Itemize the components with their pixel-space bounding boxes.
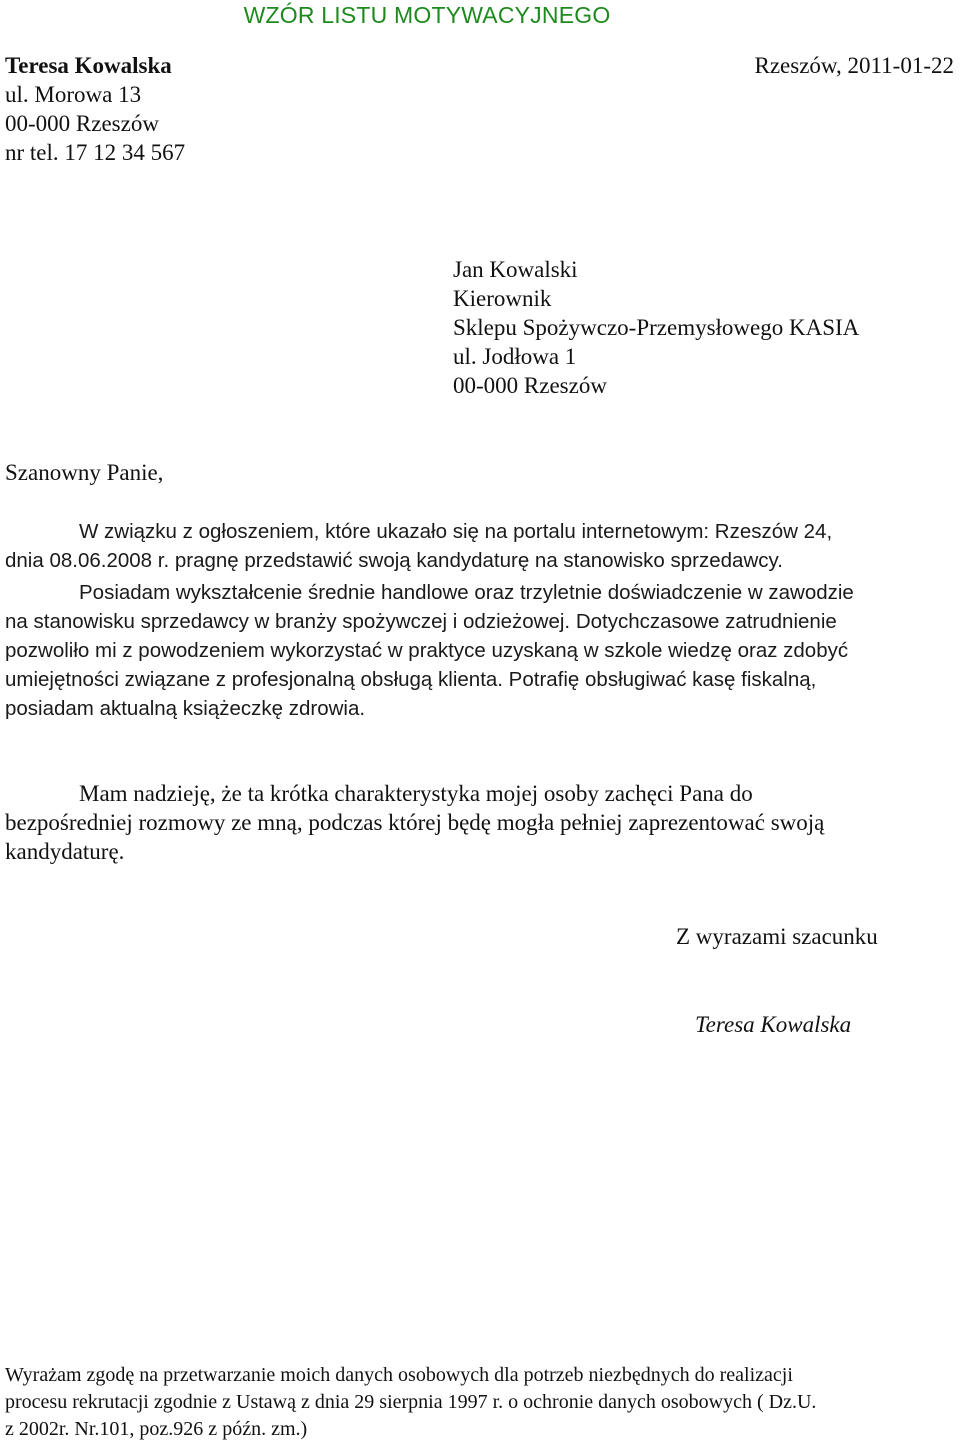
- letter-date: Rzeszów, 2011-01-22: [754, 53, 954, 78]
- paragraph-application: [5, 517, 960, 575]
- sender-phone: nr tel. 17 12 34 567: [5, 140, 186, 165]
- recipient-position: Kierownik: [453, 286, 552, 311]
- paragraph-line: kandydaturę.: [5, 839, 125, 864]
- greeting: Szanowny Panie,: [5, 460, 164, 485]
- consent-line: z 2002r. Nr.101, poz.926 z późn. zm.): [5, 1418, 308, 1440]
- document-title: WZÓR LISTU MOTYWACYJNEGO: [243, 2, 611, 28]
- sender-street: ul. Morowa 13: [5, 82, 142, 107]
- paragraph-line: pozwoliło mi z powodzeniem wykorzystać w praktyce uzyskaną w szkole wiedzę oraz zdobyć: [5, 639, 849, 662]
- paragraph-line: Mam nadzieję, że ta krótka charakterystyka mojej osoby zachęci Pana do: [79, 781, 753, 806]
- paragraph-closing: [5, 779, 960, 866]
- paragraph-line: posiadam aktualną książeczkę zdrowia.: [5, 697, 366, 720]
- consent-clause: [5, 1362, 960, 1443]
- paragraph-line: bezpośredniej rozmowy ze mną, podczas której będę mogła pełniej zaprezentować swoją: [5, 810, 825, 835]
- closing-phrase: Z wyrazami szacunku: [676, 924, 878, 949]
- sender-block: [5, 51, 185, 167]
- recipient-name: Jan Kowalski: [453, 257, 578, 282]
- paragraph-line: umiejętności związane z profesjonalną obsługą klienta. Potrafię obsługiwać kasę fiskalną,: [5, 668, 817, 691]
- paragraph-line: W związku z ogłoszeniem, które ukazało się na portalu internetowym: Rzeszów 24,: [79, 520, 833, 543]
- signature: Teresa Kowalska: [695, 1012, 852, 1037]
- recipient-street: ul. Jodłowa 1: [453, 344, 577, 369]
- paragraph-line: dnia 08.06.2008 r. pragnę przedstawić swoją kandydaturę na stanowisko sprzedawcy.: [5, 549, 783, 572]
- consent-line: Wyrażam zgodę na przetwarzanie moich danych osobowych dla potrzeb niezbędnych do realizacji: [5, 1364, 793, 1386]
- paragraph-line: Posiadam wykształcenie średnie handlowe oraz trzyletnie doświadczenie w zawodzie: [79, 581, 854, 604]
- paragraph-experience: [5, 578, 960, 723]
- consent-line: procesu rekrutacji zgodnie z Ustawą z dnia 29 sierpnia 1997 r. o ochronie danych osobowych ( Dz.U.: [5, 1391, 817, 1413]
- recipient-block: [453, 255, 859, 400]
- recipient-city: 00-000 Rzeszów: [453, 373, 607, 398]
- paragraph-line: na stanowisku sprzedawcy w branży spożywczej i odzieżowej. Dotychczasowe zatrudnienie: [5, 610, 837, 633]
- recipient-company: Sklepu Spożywczo-Przemysłowego KASIA: [453, 315, 860, 340]
- sender-city: 00-000 Rzeszów: [5, 111, 159, 136]
- sender-name: Teresa Kowalska: [5, 53, 172, 78]
